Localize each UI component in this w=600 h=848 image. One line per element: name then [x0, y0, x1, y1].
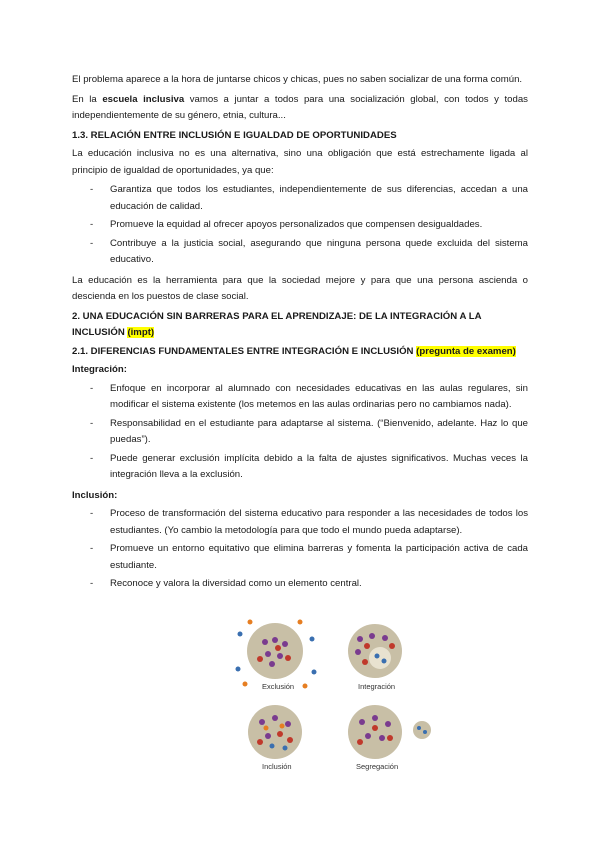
bold-term: escuela inclusiva [102, 93, 185, 105]
diagram-illustration [230, 614, 440, 774]
inclusion-circle [248, 705, 302, 759]
list-item: - Responsabilidad en el estudiante para adaptarse al sistema. (“Bienvenido, adelante. Haz lo que puedas”). [90, 417, 528, 445]
highlight: (pregunta de examen) [416, 345, 516, 357]
list-item: - Proceso de transformación del sistema educativo para responder a las necesidades de todos los estudiantes. (Yo cambio la metodología para que todo el mundo pueda adaptarse). [90, 508, 528, 536]
list-equality [72, 182, 528, 269]
paragraph-education-tool: La educación es la herramienta para que la sociedad mejore y para que una persona ascienda o descienda en los puestos de clase social. [72, 274, 528, 302]
text: En la [72, 93, 103, 105]
caption-segregation: Segregación [356, 762, 399, 771]
list-item: - Enfoque en incorporar al alumnado con necesidades educativas en las aulas regulares, sin modificar el sistema existente (los metemos en las aulas ordinarias pero no cambiamos nada). [90, 382, 528, 410]
list-item: - Puede generar exclusión implícita debido a la falta de ajustes significativos. Muchas veces la integración lleva a la exclusión. [90, 452, 528, 480]
list-item: - Reconoce y valora la diversidad como un elemento central. [90, 578, 362, 589]
paragraph-inclusive-school [72, 92, 528, 125]
list-item: - Promueve un entorno equitativo que elimina barreras y fomenta la participación activa de cada estudiante. [90, 543, 528, 571]
integration-circle [348, 624, 402, 678]
segregation-circles [348, 705, 431, 759]
list-item: - Promueve la equidad al ofrecer apoyos personalizados que compensen desigualdades. [90, 219, 483, 230]
list-item: - Garantiza que todos los estudiantes, independientemente de sus diferencias, accedan a una educación de calidad. [90, 184, 528, 212]
inclusion-diagram-figure [230, 614, 440, 774]
highlight: (impt) [127, 327, 155, 338]
caption-integration: Integración [358, 682, 396, 691]
heading-2-1: 2.1. DIFERENCIAS FUNDAMENTALES ENTRE INTEGRACIÓN E INCLUSIÓN (pregunta de examen) [72, 345, 516, 357]
paragraph-problem: El problema aparece a la hora de juntarse chicos y chicas, pues no saben socializar de una forma común. [72, 74, 523, 85]
exclusion-circle [236, 620, 317, 689]
heading-1-3: 1.3. RELACIÓN ENTRE INCLUSIÓN E IGUALDAD DE OPORTUNIDADES [72, 129, 397, 141]
list-integracion [72, 381, 528, 484]
caption-inclusion: Inclusión [262, 762, 292, 771]
label-integracion: Integración: [72, 364, 127, 375]
document-page [72, 72, 528, 597]
list-item: - Contribuye a la justicia social, asegurando que ninguna persona quede excluida del sistema educativo. [90, 237, 528, 265]
heading-2: 2. UNA EDUCACIÓN SIN BARRERAS PARA EL APRENDIZAJE: DE LA INTEGRACIÓN A LA INCLUSIÓN (impt) [72, 310, 482, 338]
label-inclusion: Inclusión: [72, 489, 118, 501]
text: vamos a juntar a todos para una socialización global, con todos y todas independientemente de su género, etnia, cultura... [72, 93, 528, 121]
caption-exclusion: Exclusión [262, 682, 295, 691]
list-inclusion [72, 506, 528, 593]
paragraph-equality: La educación inclusiva no es una alternativa, sino una obligación que está estrechamente ligada al principio de igualdad de oportunidades, ya que: [72, 148, 528, 176]
